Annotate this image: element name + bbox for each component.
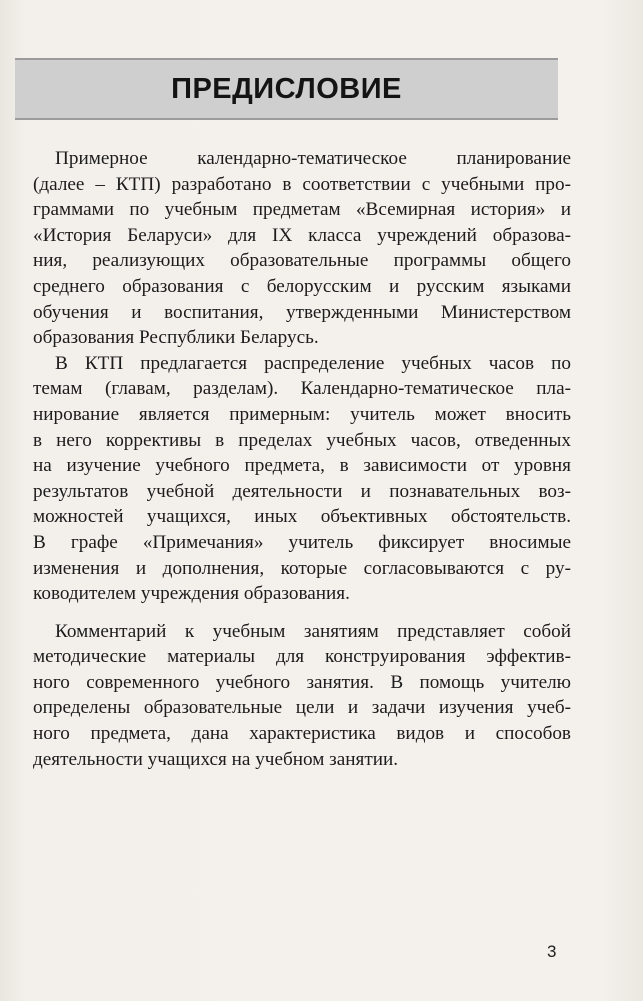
text-line: граммами по учебным предметам «Всемирная история» и bbox=[33, 199, 571, 221]
paragraph-spacer bbox=[33, 607, 571, 619]
text-line: ного предмета, дана характеристика видов и способов bbox=[33, 723, 571, 745]
text-line: Примерное календарно-тематическое планирование bbox=[55, 148, 571, 169]
text-line: можностей учащихся, иных объективных обстоятельств. bbox=[33, 506, 571, 528]
page-title: ПРЕДИСЛОВИЕ bbox=[171, 73, 402, 105]
text-line: (далее – КТП) разработано в соответствии с учебными про- bbox=[33, 173, 571, 195]
text-line: Комментарий к учебным занятиям представляет собой bbox=[55, 620, 571, 642]
text-line: «История Беларуси» для IX класса учреждений образова- bbox=[33, 224, 571, 246]
text-line: результатов учебной деятельности и познавательных воз- bbox=[33, 480, 571, 502]
text-line: в него коррективы в пределах учебных часов, отведенных bbox=[33, 429, 571, 451]
text-line: на изучение учебного предмета, в зависимости от уровня bbox=[33, 455, 571, 477]
text-line: В КТП предлагается распределение учебных часов по bbox=[55, 352, 571, 374]
text-line: ния, реализующих образовательные программы общего bbox=[33, 250, 571, 272]
page-number: 3 bbox=[547, 942, 557, 961]
paragraph-3 bbox=[33, 619, 571, 773]
preface-body bbox=[33, 146, 571, 772]
text-line: образования Республики Беларусь. bbox=[33, 327, 319, 349]
text-line: ководителем учреждения образования. bbox=[33, 583, 350, 605]
text-line: определены образовательные цели и задачи изучения учеб- bbox=[33, 697, 571, 719]
paragraph-2 bbox=[33, 351, 571, 607]
text-line: нирование является примерным: учитель может вносить bbox=[33, 403, 571, 425]
paragraph-1 bbox=[33, 146, 571, 351]
text-line: ного современного учебного занятия. В помощь учителю bbox=[33, 671, 571, 693]
text-line: деятельности учащихся на учебном занятии. bbox=[33, 748, 399, 770]
text-line: темам (главам, разделам). Календарно-тематическое пла- bbox=[33, 378, 571, 400]
text-line: В графе «Примечания» учитель фиксирует вносимые bbox=[33, 531, 571, 553]
text-line: изменения и дополнения, которые согласовываются с ру- bbox=[33, 557, 571, 579]
text-line: методические материалы для конструирования эффектив- bbox=[33, 646, 571, 668]
text-line: обучения и воспитания, утвержденными Министерством bbox=[33, 301, 571, 323]
text-line: среднего образования с белорусским и русским языками bbox=[33, 275, 571, 297]
